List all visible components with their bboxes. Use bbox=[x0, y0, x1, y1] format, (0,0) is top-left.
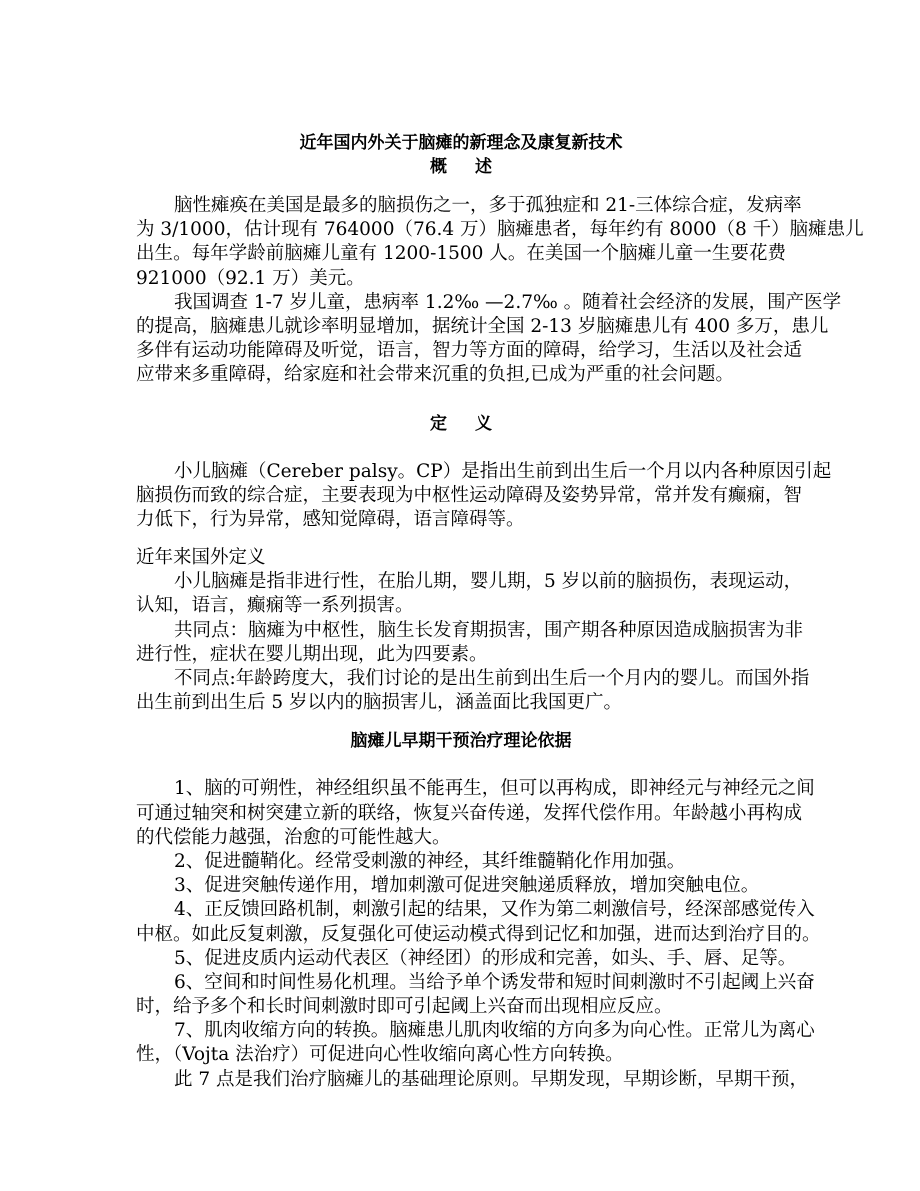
paragraph-line: 多伴有运动功能障碍及听觉，语言，智力等方面的障碍，给学习，生活以及社会适 bbox=[136, 340, 803, 362]
paragraph-line: 3、促进突触传递作用，增加刺激可促进突触递质释放，增加突触电位。 bbox=[174, 875, 760, 897]
paragraph-line: 我国调查 1-7 岁儿童，患病率 1.2‰ —2.7‰ 。随着社会经济的发展，围产医学 bbox=[174, 291, 842, 313]
paragraph-line: 脑损伤而致的综合症，主要表现为中枢性运动障碍及姿势异常，常并发有癫痫，智 bbox=[136, 484, 803, 506]
paragraph-line: 4、正反馈回路机制，刺激引起的结果，又作为第二刺激信号，经深部感觉传入 bbox=[174, 899, 815, 921]
paragraph-line: 6、空间和时间性易化机理。当给予单个诱发带和短时间刺激时不引起阈上兴奋 bbox=[174, 971, 815, 993]
section-heading-overview: 概述 bbox=[430, 157, 520, 177]
section-foreign-definition bbox=[136, 570, 810, 715]
paragraph-line: 性，（Vojta 法治疗）可促进向心性收缩向离心性方向转换。 bbox=[136, 1044, 624, 1066]
section-heading-theory: 脑瘫儿早期干预治疗理论依据 bbox=[350, 731, 572, 752]
section-overview bbox=[136, 194, 864, 388]
paragraph-line: 为 3/1000，估计现有 764000（76.4 万）脑瘫患者，每年约有 8000（8 千）脑瘫患儿 bbox=[136, 219, 864, 241]
paragraph-line: 的代偿能力越强，治愈的可能性越大。 bbox=[136, 826, 451, 848]
paragraph-line: 7、肌肉收缩方向的转换。脑瘫患儿肌肉收缩的方向多为向心性。正常儿为离心 bbox=[174, 1020, 815, 1042]
document-page bbox=[136, 131, 864, 1092]
paragraph-line: 进行性，症状在婴儿期出现，此为四要素。 bbox=[136, 643, 488, 665]
paragraph-line: 2、促进髓鞘化。经常受刺激的神经，其纤维髓鞘化作用加强。 bbox=[174, 850, 686, 872]
paragraph-line: 此 7 点是我们治疗脑瘫儿的基础理论原则。早期发现，早期诊断，早期干预， bbox=[174, 1068, 809, 1090]
paragraph-line: 小儿脑瘫是指非进行性，在胎儿期，婴儿期，5 岁以前的脑损伤，表现运动， bbox=[174, 571, 803, 593]
paragraph-line: 力低下，行为异常，感知觉障碍，语言障碍等。 bbox=[136, 508, 525, 530]
paragraph-line: 应带来多重障碍，给家庭和社会带来沉重的负担,已成为严重的社会问题。 bbox=[136, 364, 734, 386]
paragraph-line: 的提高，脑瘫患儿就诊率明显增加，据统计全国 2-13 岁脑瘫患儿有 400 多万，患儿 bbox=[136, 315, 829, 337]
paragraph-line: 小儿脑瘫（Cereber palsy。CP）是指出生前到出生后一个月以内各种原因引起 bbox=[174, 460, 832, 482]
paragraph-line: 脑性瘫痪在美国是最多的脑损伤之一，多于孤独症和 21-三体综合症，发病率 bbox=[174, 195, 802, 216]
section-theory bbox=[136, 777, 821, 1091]
paragraph-line: 中枢。如此反复刺激，反复强化可使运动模式得到记忆和加强，进而达到治疗目的。 bbox=[136, 923, 821, 945]
paragraph-line: 认知，语言，癫痫等一系列损害。 bbox=[136, 595, 414, 617]
foreign-definition-label: 近年来国外定义 bbox=[136, 547, 266, 569]
paragraph-line: 可通过轴突和树突建立新的联络，恢复兴奋传递，发挥代偿作用。年龄越小再构成 bbox=[136, 802, 803, 824]
paragraph-line: 921000（92.1 万）美元。 bbox=[136, 267, 365, 289]
section-heading-definition: 定义 bbox=[430, 413, 520, 434]
document-title: 近年国内外关于脑瘫的新理念及康复新技术 bbox=[299, 133, 623, 153]
paragraph-line: 出生。每年学龄前脑瘫儿童有 1200-1500 人。在美国一个脑瘫儿童一生要花费 bbox=[136, 243, 786, 265]
paragraph-line: 不同点:年龄跨度大，我们讨论的是出生前到出生后一个月内的婴儿。而国外指 bbox=[174, 668, 810, 689]
paragraph-line: 出生前到出生后 5 岁以内的脑损害儿，涵盖面比我国更广。 bbox=[136, 692, 623, 714]
paragraph-line: 时，给予多个和长时间刺激时即可引起阈上兴奋而出现相应反应。 bbox=[136, 996, 673, 1018]
section-definition bbox=[136, 460, 832, 533]
paragraph-line: 1、脑的可朔性，神经组织虽不能再生，但可以再构成，即神经元与神经元之间 bbox=[174, 778, 815, 800]
paragraph-line: 5、促进皮质内运动代表区（神经团）的形成和完善，如头、手、唇、足等。 bbox=[174, 947, 797, 969]
paragraph-line: 共同点：脑瘫为中枢性，脑生长发育期损害，围产期各种原因造成脑损害为非 bbox=[174, 619, 804, 641]
